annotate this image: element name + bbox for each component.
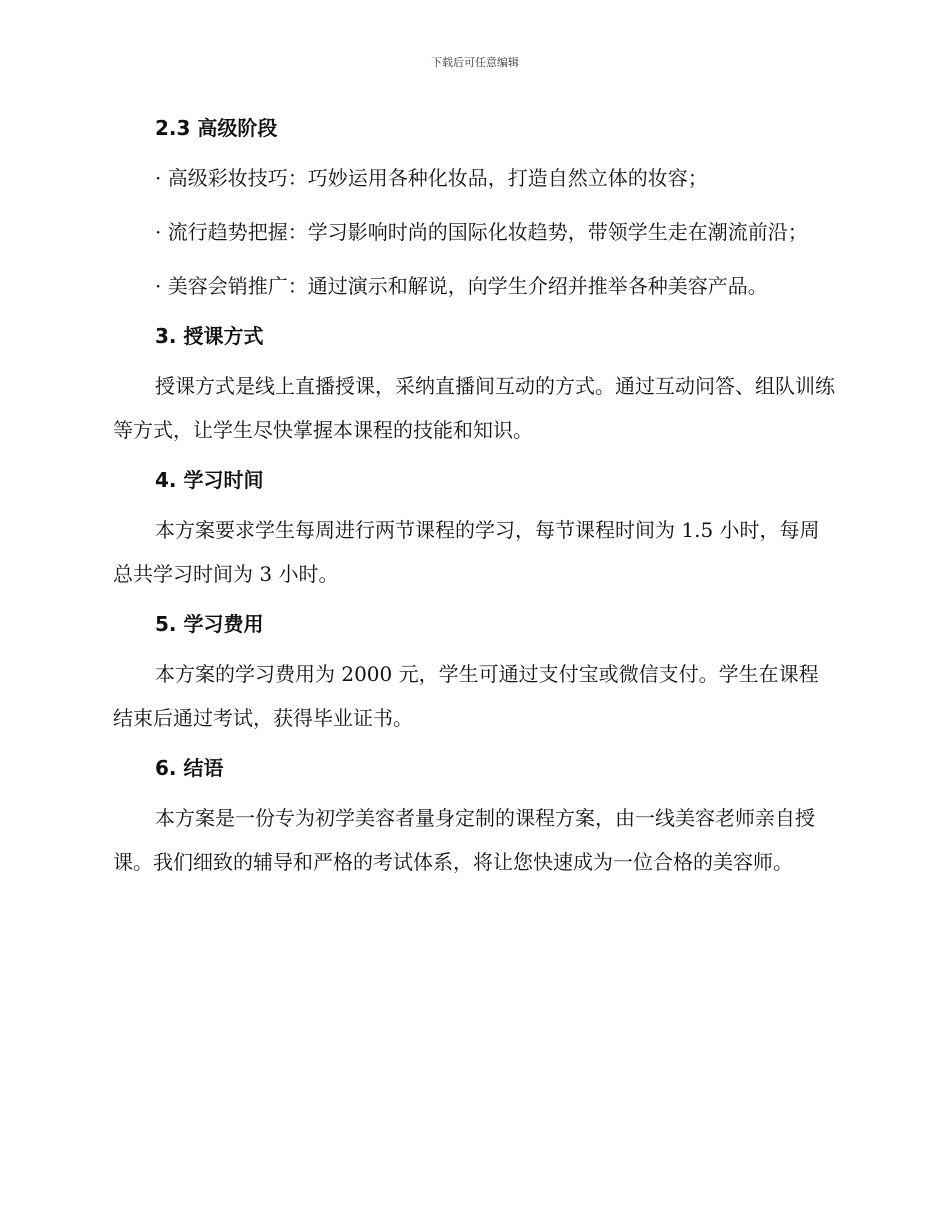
study-fee-paragraph: 本方案的学习费用为 2000 元，学生可通过支付宝或微信支付。学生在课程结束后通过考试，获得毕业证书。 <box>113 662 819 730</box>
study-time-paragraph: 本方案要求学生每周进行两节课程的学习，每节课程时间为 1.5 小时，每周总共学习时间为 3 小时。 <box>113 518 820 586</box>
page-header-note: 下载后可任意编辑 <box>431 56 519 69</box>
document-body <box>113 110 838 884</box>
section-heading-teaching-method: 3. 授课方式 <box>155 324 264 348</box>
conclusion-paragraph: 本方案是一份专为初学美容者量身定制的课程方案，由一线美容老师亲自授课。我们细致的辅导和严格的考试体系，将让您快速成为一位合格的美容师。 <box>113 806 815 874</box>
section-heading-study-time: 4. 学习时间 <box>155 468 264 492</box>
section-heading-advanced-stage: 2.3 高级阶段 <box>155 116 278 140</box>
bullet-advanced-makeup: · 高级彩妆技巧：巧妙运用各种化妆品，打造自然立体的妆容； <box>155 166 708 190</box>
bullet-beauty-promotion: · 美容会销推广：通过演示和解说，向学生介绍并推举各种美容产品。 <box>155 274 768 298</box>
section-heading-conclusion: 6. 结语 <box>155 756 224 780</box>
bullet-trend-grasp: · 流行趋势把握：学习影响时尚的国际化妆趋势，带领学生走在潮流前沿； <box>155 220 808 244</box>
teaching-method-paragraph: 授课方式是线上直播授课，采纳直播间互动的方式。通过互动问答、组队训练等方式，让学生尽快掌握本课程的技能和知识。 <box>113 374 835 442</box>
section-heading-study-fee: 5. 学习费用 <box>155 612 264 636</box>
